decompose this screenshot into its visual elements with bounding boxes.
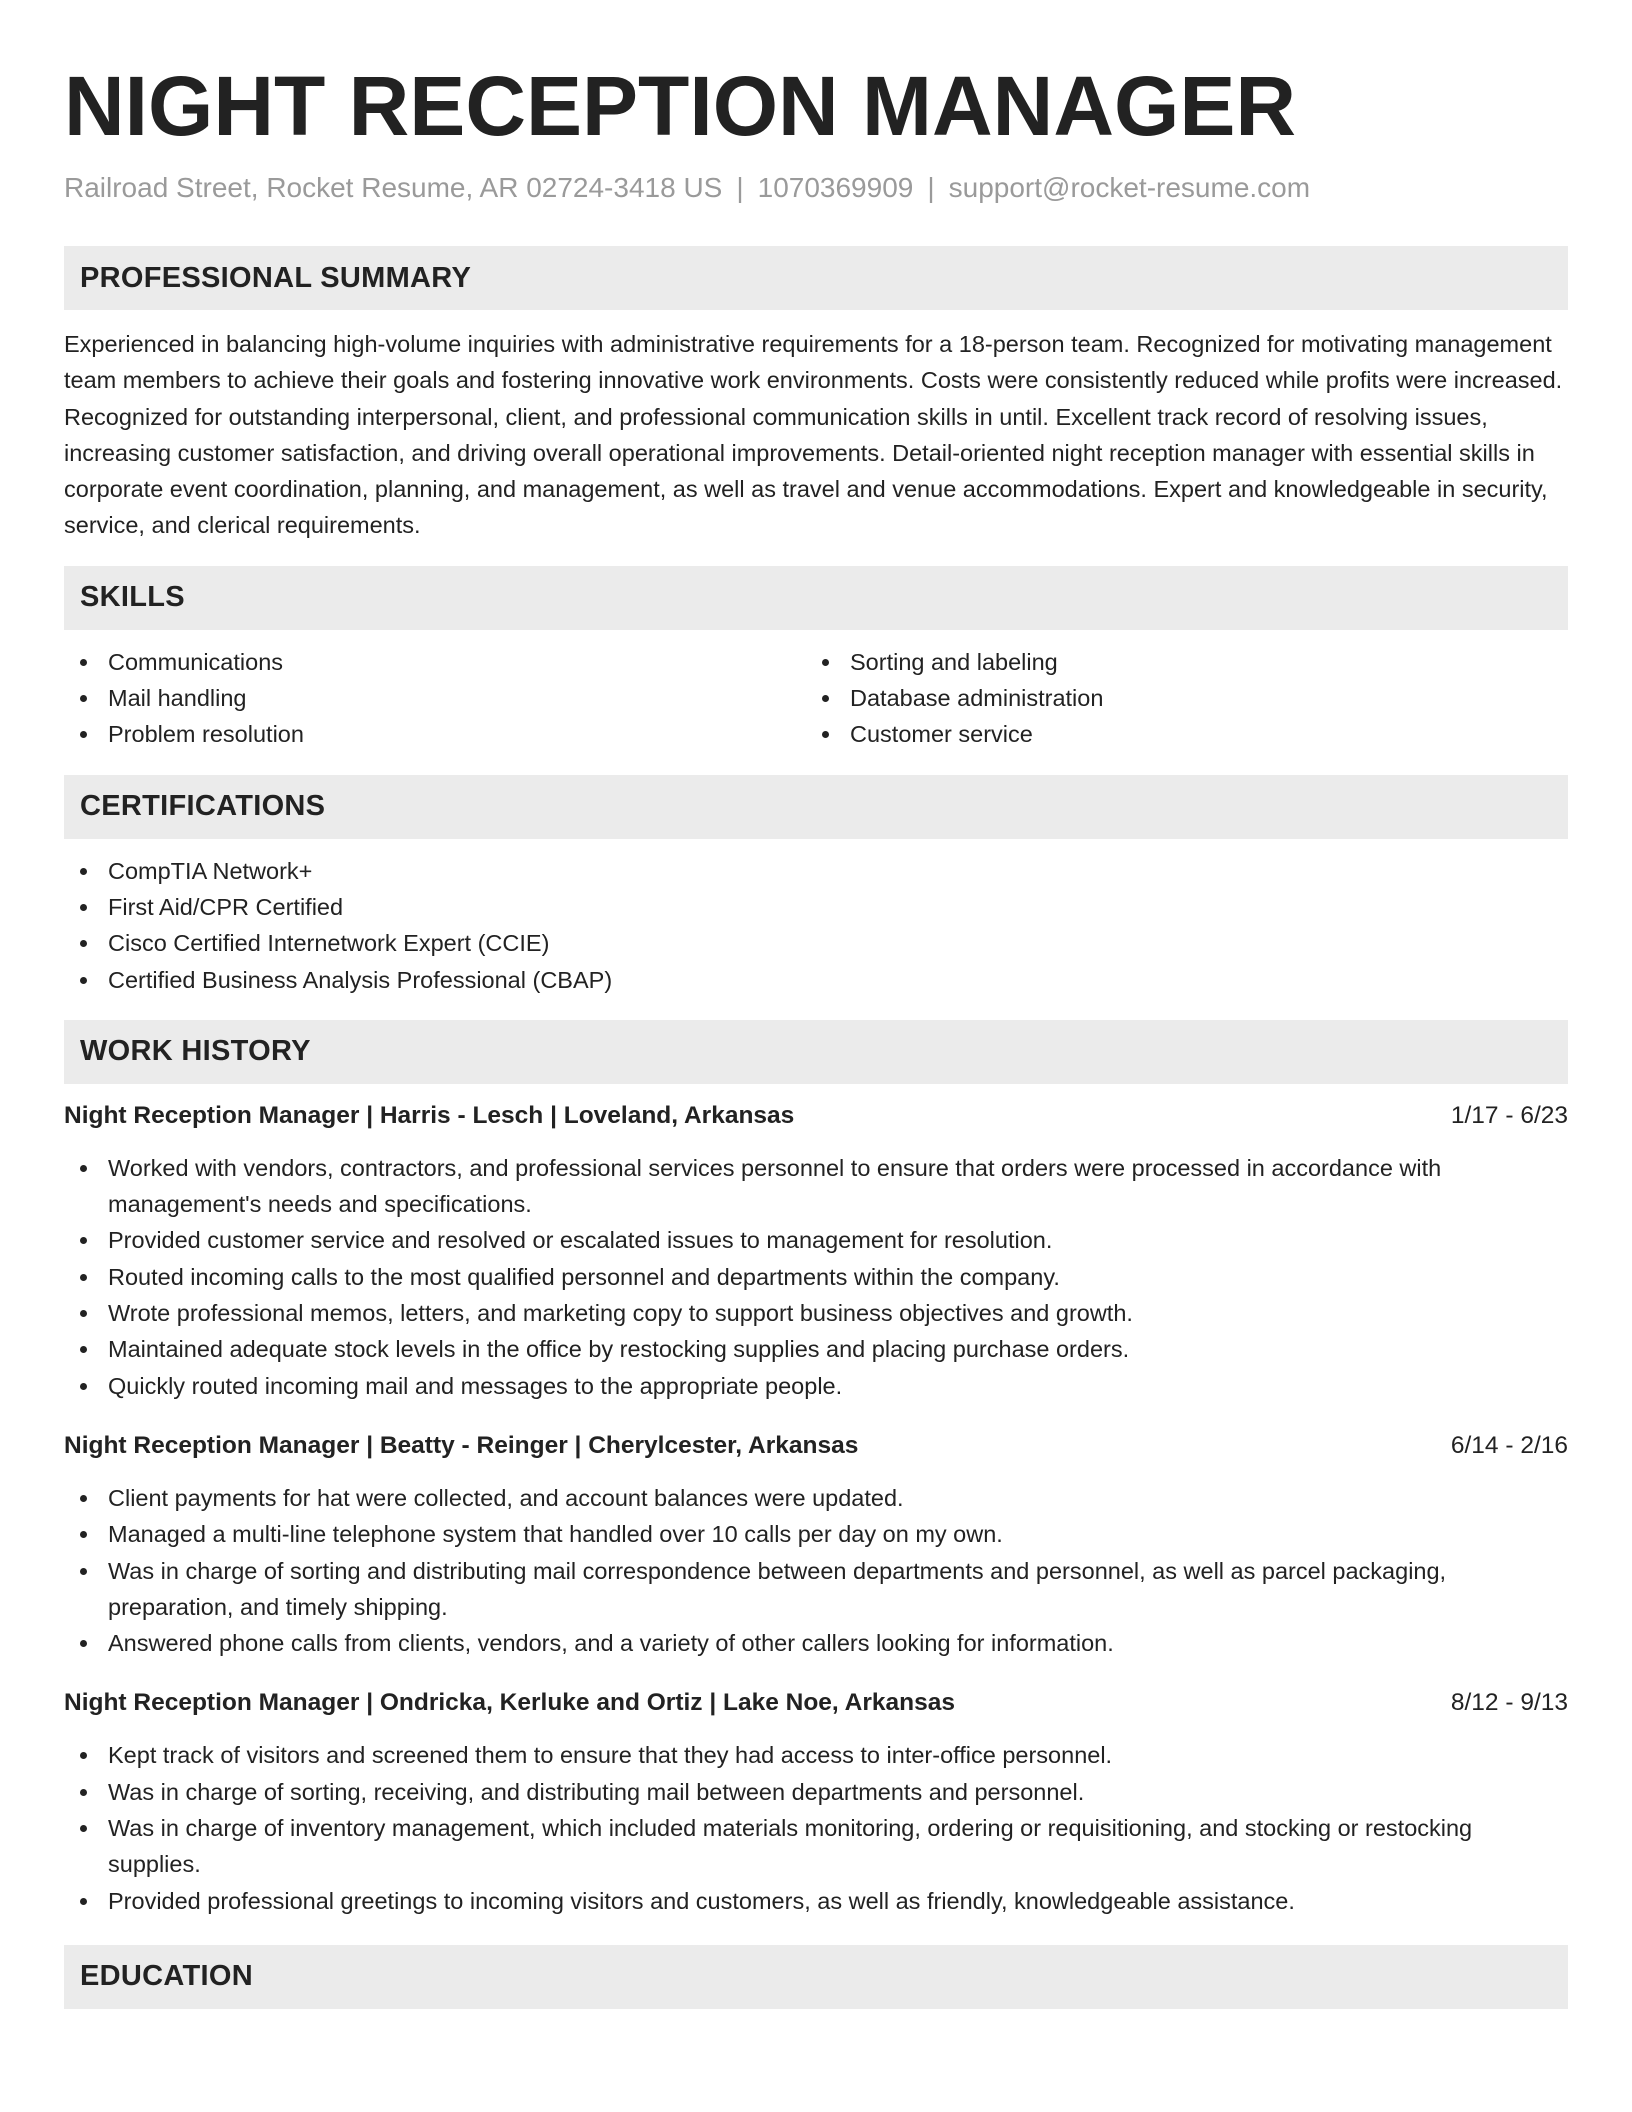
job-bullet: Was in charge of sorting, receiving, and distributing mail between departments and personnel. bbox=[64, 1774, 1568, 1810]
job-bullet: Kept track of visitors and screened them to ensure that they had access to inter-office personnel. bbox=[64, 1737, 1568, 1773]
skill-item: Problem resolution bbox=[64, 716, 806, 752]
skills-grid bbox=[64, 644, 1568, 753]
skill-item: Database administration bbox=[806, 680, 1548, 716]
job-entry bbox=[64, 1428, 1568, 1661]
job-header bbox=[64, 1685, 1568, 1721]
contact-separator: | bbox=[736, 172, 744, 203]
summary-text: Experienced in balancing high-volume inquiries with administrative requirements for a 18-person team. Recognized for motivating management team members to achieve their goals and fostering innovative work environments. Costs were consistently reduced while profits were increased. Recognized for outstanding interpersonal, client, and professional communication skills in until. Excellent track record of resolving issues, increasing customer satisfaction, and driving overall operational improvements. Detail-oriented night reception manager with essential skills in corporate event coordination, planning, and management, as well as travel and venue accommodations. Expert and knowledgeable in security, service, and clerical requirements. bbox=[64, 331, 1563, 539]
certification-item: Certified Business Analysis Professional (CBAP) bbox=[64, 962, 1568, 998]
job-title: Night Reception Manager | Harris - Lesch | Loveland, Arkansas bbox=[64, 1101, 795, 1129]
skill-item: Communications bbox=[64, 644, 806, 680]
skills-list-left bbox=[64, 644, 806, 753]
job-entry bbox=[64, 1098, 1568, 1404]
job-bullets bbox=[64, 1150, 1568, 1404]
contact-line bbox=[64, 170, 1568, 206]
job-bullet: Wrote professional memos, letters, and marketing copy to support business objectives and growth. bbox=[64, 1295, 1568, 1331]
certification-item: Cisco Certified Internetwork Expert (CCIE) bbox=[64, 925, 1568, 961]
job-entry bbox=[64, 1685, 1568, 1918]
contact-address: Railroad Street, Rocket Resume, AR 02724-3418 US bbox=[64, 172, 723, 203]
contact-separator: | bbox=[927, 172, 935, 203]
job-bullet: Answered phone calls from clients, vendors, and a variety of other callers looking for information. bbox=[64, 1625, 1568, 1661]
job-bullets bbox=[64, 1480, 1568, 1661]
skill-item: Mail handling bbox=[64, 680, 806, 716]
job-header bbox=[64, 1428, 1568, 1464]
section-header-summary: PROFESSIONAL SUMMARY bbox=[64, 246, 1568, 310]
certifications-list bbox=[64, 853, 1568, 998]
job-bullet: Maintained adequate stock levels in the office by restocking supplies and placing purchase orders. bbox=[64, 1331, 1568, 1367]
job-title: Night Reception Manager | Beatty - Reinger | Cherylcester, Arkansas bbox=[64, 1431, 859, 1459]
skills-list-right bbox=[806, 644, 1548, 753]
section-header-skills: SKILLS bbox=[64, 566, 1568, 630]
job-title: Night Reception Manager | Ondricka, Kerluke and Ortiz | Lake Noe, Arkansas bbox=[64, 1689, 955, 1717]
job-bullet: Client payments for hat were collected, and account balances were updated. bbox=[64, 1480, 1568, 1516]
job-dates: 1/17 - 6/23 bbox=[1450, 1101, 1568, 1129]
skill-item: Sorting and labeling bbox=[806, 644, 1548, 680]
job-bullet: Quickly routed incoming mail and messages to the appropriate people. bbox=[64, 1368, 1568, 1404]
contact-phone: 1070369909 bbox=[757, 172, 914, 203]
skills-column-left bbox=[64, 644, 806, 753]
section-header-certifications: CERTIFICATIONS bbox=[64, 775, 1568, 839]
job-bullet: Routed incoming calls to the most qualified personnel and departments within the company. bbox=[64, 1259, 1568, 1295]
contact-email: support@rocket-resume.com bbox=[948, 172, 1311, 203]
job-dates: 6/14 - 2/16 bbox=[1450, 1431, 1568, 1459]
certification-item: CompTIA Network+ bbox=[64, 853, 1568, 889]
skill-item: Customer service bbox=[806, 716, 1548, 752]
section-header-education: EDUCATION bbox=[64, 1945, 1568, 2009]
resume-page bbox=[64, 56, 1568, 2009]
job-bullet: Provided customer service and resolved or escalated issues to management for resolution. bbox=[64, 1222, 1568, 1258]
job-bullet: Was in charge of sorting and distributing mail correspondence between departments and personnel, as well as parcel packaging, preparation, and timely shipping. bbox=[64, 1553, 1568, 1626]
job-header bbox=[64, 1098, 1568, 1134]
section-header-work-history: WORK HISTORY bbox=[64, 1020, 1568, 1084]
job-dates: 8/12 - 9/13 bbox=[1450, 1689, 1568, 1717]
job-bullet: Provided professional greetings to incoming visitors and customers, as well as friendly, knowledgeable assistance. bbox=[64, 1883, 1568, 1919]
job-bullets bbox=[64, 1737, 1568, 1918]
skills-column-right bbox=[806, 644, 1548, 753]
job-bullet: Was in charge of inventory management, which included materials monitoring, ordering or requisitioning, and stocking or restocking supplies. bbox=[64, 1810, 1568, 1883]
certification-item: First Aid/CPR Certified bbox=[64, 889, 1568, 925]
resume-name: NIGHT RECEPTION MANAGER bbox=[64, 59, 1297, 153]
job-bullet: Managed a multi-line telephone system that handled over 10 calls per day on my own. bbox=[64, 1516, 1568, 1552]
job-bullet: Worked with vendors, contractors, and professional services personnel to ensure that orders were processed in accordance with management's needs and specifications. bbox=[64, 1150, 1568, 1223]
